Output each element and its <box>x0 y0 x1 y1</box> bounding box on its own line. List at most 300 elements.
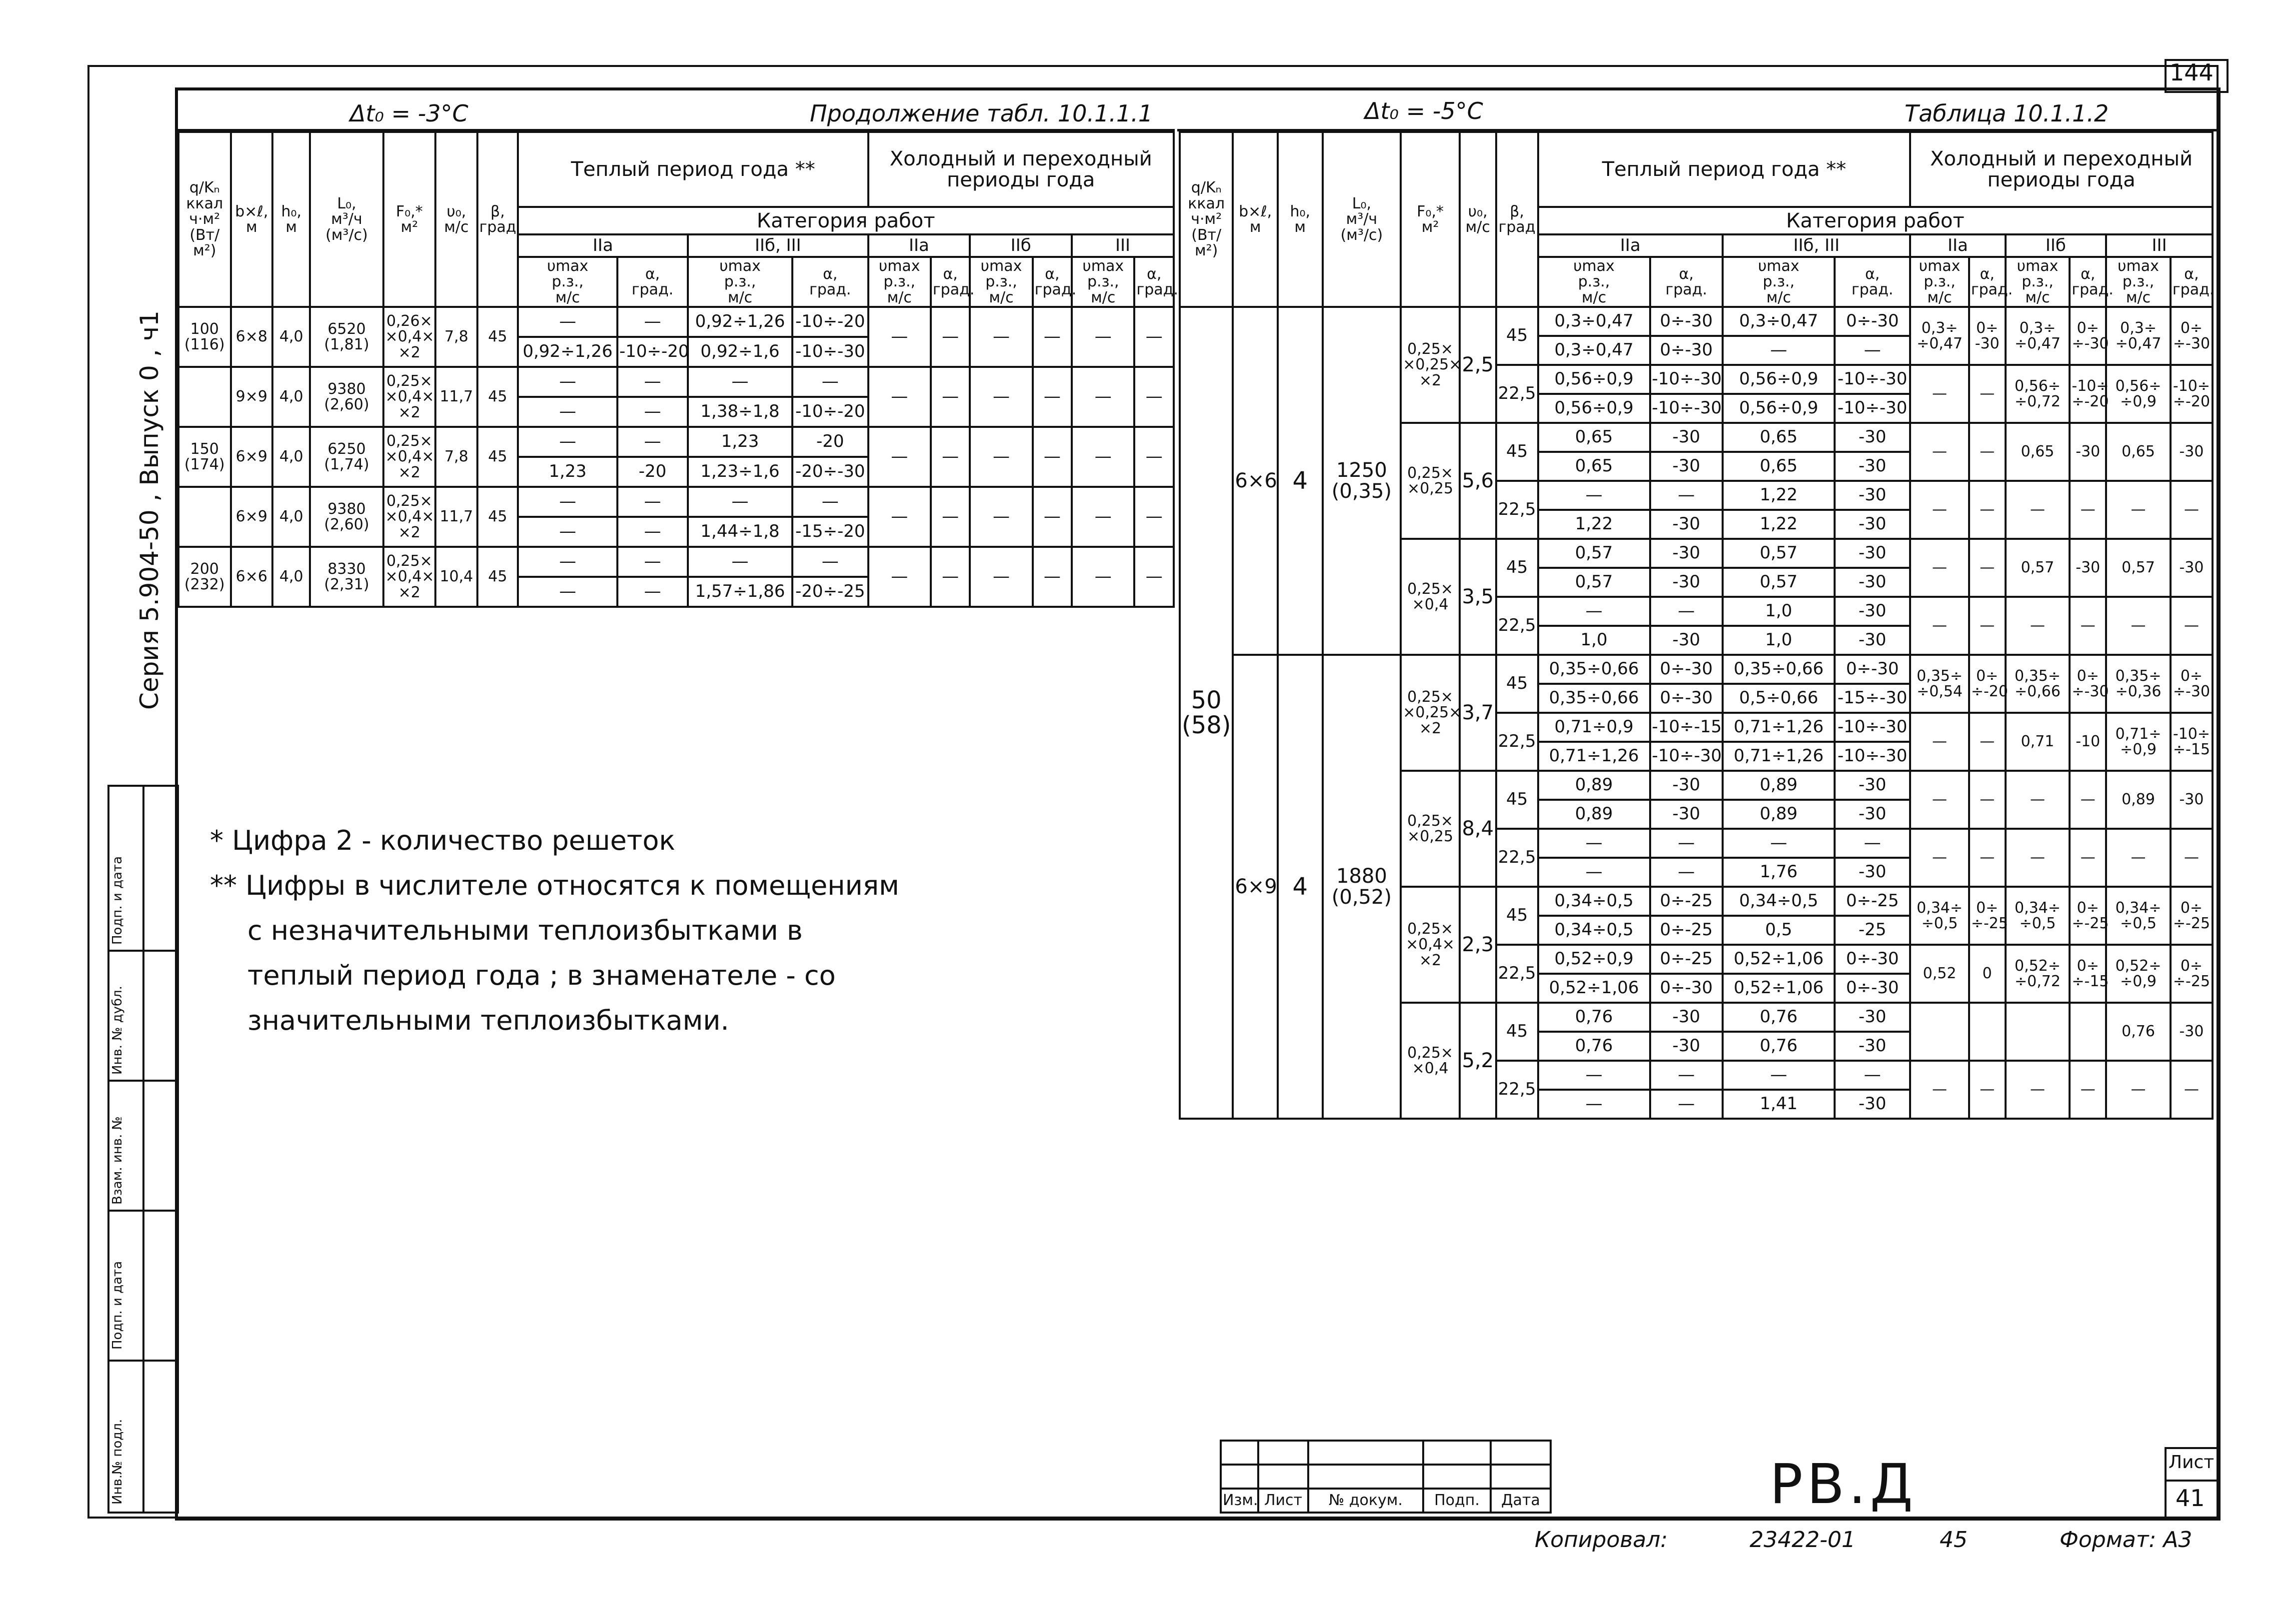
table-cell: -30 <box>1650 423 1723 452</box>
v0-cell: 2,3 <box>1460 887 1496 1003</box>
table-cell: -30 <box>1835 452 1910 481</box>
table-cell: — <box>617 397 688 427</box>
table-cell: 0,57 <box>2006 539 2070 597</box>
table-cell: 1,23÷1,6 <box>688 457 792 487</box>
table-cell: — <box>518 517 617 547</box>
hdr-vmax: υmax р.з., м/с <box>2006 257 2070 307</box>
table-cell: 0÷ ÷-15 <box>2070 945 2106 1003</box>
table-cell: 0,71÷1,26 <box>1723 713 1835 742</box>
hdr-cold-3: III <box>1072 234 1174 257</box>
table-cell: -30 <box>2171 771 2213 829</box>
beta-cell: 22,5 <box>1496 829 1538 887</box>
table-cell: — <box>1835 1061 1910 1090</box>
table-cell: — <box>1910 1061 1969 1119</box>
table-cell: — <box>1910 829 1969 887</box>
table-cell: 0÷-30 <box>1650 655 1723 684</box>
hdr-alpha: α, град. <box>931 257 970 307</box>
table-cell: -10÷ ÷-20 <box>2171 365 2213 423</box>
table-cell: 0,56÷ ÷0,9 <box>2106 365 2171 423</box>
table-cell: -10÷-30 <box>1650 365 1723 394</box>
note-3: с незначительными теплоизбытками в <box>247 915 803 946</box>
hdr-cat-2a: IIа <box>1538 234 1723 257</box>
table-cell: 1,0 <box>1723 626 1835 655</box>
table-cell: 45 <box>477 427 518 487</box>
table-cell: — <box>1969 539 2006 597</box>
title-block-stamp <box>1220 1440 1552 1514</box>
table-row <box>178 307 1174 337</box>
table-cell: -30 <box>1835 771 1910 800</box>
table-cell: — <box>1969 481 2006 539</box>
beta-cell: 45 <box>1496 423 1538 481</box>
table-cell: 0,92÷1,26 <box>518 337 617 367</box>
table-cell: -30 <box>1835 1090 1910 1119</box>
table-row <box>1180 307 2213 336</box>
table-cell: -10÷-30 <box>1835 713 1910 742</box>
side-stamp-podp-data-2: Подп. и дата <box>110 856 125 945</box>
table-cell: — <box>2070 829 2106 887</box>
table-cell: -10÷-15 <box>1650 713 1723 742</box>
side-stamp-vzam-inv: Взам. инв. № <box>110 1116 125 1205</box>
table-cell: — <box>1134 547 1174 607</box>
table-cell: 0÷-25 <box>1650 887 1723 916</box>
table-cell: 4,0 <box>272 487 310 547</box>
table-cell: 0÷-30 <box>1835 655 1910 684</box>
table-cell: — <box>617 487 688 517</box>
v0-cell: 2,5 <box>1460 307 1496 423</box>
hdr-alpha: α, град. <box>2070 257 2106 307</box>
table-cell: — <box>1969 829 2006 887</box>
table-cell: 0,25× ×0,4× ×2 <box>383 487 436 547</box>
F0-cell: 0,25× ×0,25 <box>1401 771 1460 887</box>
stamp-podp: Подп. <box>1423 1489 1491 1513</box>
table-cell: — <box>2070 597 2106 655</box>
hdr-vmax: υmax р.з., м/с <box>1538 257 1650 307</box>
hdr-vmax: υmax р.з., м/с <box>1910 257 1969 307</box>
table-cell: — <box>518 397 617 427</box>
right-table-body <box>1180 307 2213 1119</box>
table-cell: 4,0 <box>272 427 310 487</box>
table-cell: 11,7 <box>435 487 477 547</box>
table-cell: — <box>1650 597 1723 626</box>
table-cell: 1,44÷1,8 <box>688 517 792 547</box>
table-cell: — <box>688 367 792 397</box>
table-cell: — <box>1650 829 1723 858</box>
table-cell: 1,38÷1,8 <box>688 397 792 427</box>
table-cell: 0÷-30 <box>1835 307 1910 336</box>
right-delta-t: Δt₀ = -5°C <box>1365 97 1483 124</box>
table-cell: — <box>1969 597 2006 655</box>
hdr-bxl: b×ℓ, м <box>231 132 273 307</box>
left-table-caption: Продолжение табл. 10.1.1.1 <box>810 100 1153 127</box>
table-cell: -30 <box>2070 539 2106 597</box>
table-cell: 6×9 <box>231 427 273 487</box>
table-cell: — <box>2006 829 2070 887</box>
hdr-bxl: b×ℓ, м <box>1233 132 1278 307</box>
table-cell: — <box>1538 481 1650 510</box>
table-cell: 0,65 <box>1538 452 1650 481</box>
table-cell: — <box>931 427 970 487</box>
table-cell: — <box>2006 1061 2070 1119</box>
hdr-alpha: α, град. <box>792 257 868 307</box>
table-cell: — <box>1134 367 1174 427</box>
v0-cell: 8,4 <box>1460 771 1496 887</box>
table-cell: — <box>617 517 688 547</box>
table-cell: -10÷-30 <box>1650 394 1723 423</box>
L0-cell: 1880 (0,52) <box>1323 655 1401 1119</box>
table-cell: — <box>1033 547 1072 607</box>
table-cell: 0,3÷ ÷0,47 <box>1910 307 1969 365</box>
stamp-data: Дата <box>1491 1489 1551 1513</box>
table-cell: 0,52÷0,9 <box>1538 945 1650 974</box>
table-cell: 0,56÷0,9 <box>1538 394 1650 423</box>
table-cell: 6×6 <box>231 547 273 607</box>
note-1: * Цифра 2 - количество решеток <box>210 825 675 856</box>
hdr-vmax: υmax р.з., м/с <box>970 257 1032 307</box>
hdr-cold-2b: IIб <box>2006 234 2107 257</box>
L0-cell: 1250 (0,35) <box>1323 307 1401 655</box>
table-cell: -30 <box>1835 481 1910 510</box>
table-cell: — <box>2070 481 2106 539</box>
table-cell: 0,57 <box>1538 568 1650 597</box>
table-cell: 0,26× ×0,4× ×2 <box>383 307 436 367</box>
table-cell: — <box>2070 1061 2106 1119</box>
table-cell: -20 <box>617 457 688 487</box>
table-row <box>178 547 1174 577</box>
table-cell: — <box>2106 829 2171 887</box>
table-cell: — <box>688 547 792 577</box>
F0-cell: 0,25× ×0,4× ×2 <box>1401 887 1460 1003</box>
hdr-cat-2a: IIа <box>518 234 688 257</box>
table-cell: — <box>1538 858 1650 887</box>
left-delta-t: Δt₀ = -3°C <box>350 100 468 127</box>
table-cell: -10÷-30 <box>1650 742 1723 771</box>
hdr-q: q/Kₙ ккал ч·м² (Вт/м²) <box>178 132 231 307</box>
table-cell <box>1969 1003 2006 1061</box>
table-cell: 0÷ ÷-20 <box>1969 655 2006 713</box>
table-cell: 0,65 <box>1538 423 1650 452</box>
table-cell: — <box>1538 597 1650 626</box>
table-cell: — <box>931 487 970 547</box>
table-cell: 4,0 <box>272 367 310 427</box>
table-cell: — <box>1910 713 1969 771</box>
table-cell: — <box>1969 1061 2006 1119</box>
hdr-cat-2b-3: IIб, III <box>688 234 868 257</box>
table-cell: 0,71÷0,9 <box>1538 713 1650 742</box>
bxl-cell: 6×6 <box>1233 307 1278 655</box>
table-cell: -10÷-30 <box>1835 394 1910 423</box>
F0-cell: 0,25× ×0,4 <box>1401 1003 1460 1119</box>
page-number-top: 144 <box>2170 59 2214 86</box>
table-cell: 0,35÷ ÷0,54 <box>1910 655 1969 713</box>
v0-cell: 3,5 <box>1460 539 1496 655</box>
table-cell: — <box>1033 307 1072 367</box>
h0-cell: 4 <box>1278 307 1323 655</box>
table-cell: — <box>518 577 617 607</box>
F0-cell: 0,25× ×0,25× ×2 <box>1401 655 1460 771</box>
beta-cell: 45 <box>1496 307 1538 365</box>
table-cell: — <box>1723 829 1835 858</box>
table-cell: 11,7 <box>435 367 477 427</box>
table-cell: — <box>970 487 1032 547</box>
table-cell: -30 <box>1650 510 1723 539</box>
hdr-alpha: α, град. <box>1969 257 2006 307</box>
table-cell: 4,0 <box>272 547 310 607</box>
beta-cell: 22,5 <box>1496 481 1538 539</box>
beta-cell: 45 <box>1496 1003 1538 1061</box>
table-cell: 0,76 <box>1723 1003 1835 1032</box>
table-cell: 0,35÷ ÷0,36 <box>2106 655 2171 713</box>
table-cell: — <box>2171 481 2213 539</box>
table-cell: 0,25× ×0,4× ×2 <box>383 547 436 607</box>
table-cell: 0÷-30 <box>1650 336 1723 365</box>
table-cell: 8330 (2,31) <box>310 547 383 607</box>
table-cell: 4,0 <box>272 307 310 367</box>
table-cell: — <box>617 307 688 337</box>
table-cell: 0,35÷ ÷0,66 <box>2006 655 2070 713</box>
table-cell: -10÷ ÷-20 <box>2070 365 2106 423</box>
table-cell: -30 <box>1835 423 1910 452</box>
hdr-cat-2b-3: IIб, III <box>1723 234 1910 257</box>
table-cell: 6520 (1,81) <box>310 307 383 367</box>
copy-number: 45 <box>1940 1527 1968 1553</box>
hdr-warm: Теплый период года ** <box>1538 132 1911 207</box>
table-cell: -20÷-30 <box>792 457 868 487</box>
table-cell: 0,76 <box>2106 1003 2171 1061</box>
F0-cell: 0,25× ×0,25× ×2 <box>1401 307 1460 423</box>
hdr-cold-2a: IIа <box>1910 234 2005 257</box>
table-cell: -30 <box>1835 1032 1910 1061</box>
table-cell: 0,56÷ ÷0,72 <box>2006 365 2070 423</box>
table-cell: 0,25× ×0,4× ×2 <box>383 427 436 487</box>
hdr-cold: Холодный и переходный периоды года <box>868 132 1174 207</box>
table-cell: -30 <box>2171 423 2213 481</box>
hdr-h0: h₀, м <box>272 132 310 307</box>
table-cell: 0÷ ÷-30 <box>2171 655 2213 713</box>
table-cell: 0÷ ÷-30 <box>2171 307 2213 365</box>
table-cell: — <box>518 487 617 517</box>
table-cell: -10÷ ÷-15 <box>2171 713 2213 771</box>
table-cell: — <box>518 547 617 577</box>
table-cell: 0,65 <box>2106 423 2171 481</box>
hdr-vmax: υmax р.з., м/с <box>688 257 792 307</box>
table-cell: 0÷-25 <box>1835 887 1910 916</box>
table-cell: 0÷-30 <box>1835 945 1910 974</box>
table-cell: 1,0 <box>1538 626 1650 655</box>
h0-cell: 4 <box>1278 655 1323 1119</box>
hdr-v0: υ₀, м/с <box>1460 132 1496 307</box>
table-cell: 7,8 <box>435 307 477 367</box>
table-cell: 0,92÷1,26 <box>688 307 792 337</box>
table-cell: — <box>792 547 868 577</box>
table-cell: 0,35÷0,66 <box>1538 655 1650 684</box>
table-cell: — <box>2106 597 2171 655</box>
table-cell: 0÷-25 <box>1650 945 1723 974</box>
table-cell: 1,23 <box>688 427 792 457</box>
table-cell: 0,71÷1,26 <box>1723 742 1835 771</box>
left-table <box>177 131 1178 608</box>
table-cell <box>178 487 231 547</box>
table-cell: 0÷ ÷-25 <box>1969 887 2006 945</box>
table-cell: -10÷-30 <box>792 337 868 367</box>
table-cell: — <box>2070 771 2106 829</box>
table-cell: — <box>792 367 868 397</box>
copied-label: Копировал: <box>1535 1527 1668 1553</box>
table-cell: 1,22 <box>1538 510 1650 539</box>
table-cell: 0,52 <box>1910 945 1969 1003</box>
right-table-caption: Таблица 10.1.1.2 <box>1905 100 2109 127</box>
table-cell: 0,89 <box>1723 800 1835 829</box>
table-cell: — <box>868 307 931 367</box>
side-stamp-line-4 <box>107 1360 177 1362</box>
table-cell: 1,22 <box>1723 481 1835 510</box>
table-cell: 0÷ ÷-25 <box>2171 945 2213 1003</box>
table-cell: -30 <box>2070 423 2106 481</box>
table-cell: 0,76 <box>1723 1032 1835 1061</box>
side-stamp-line-1 <box>107 950 177 952</box>
side-stamp-divider <box>142 785 144 1514</box>
table-cell: — <box>617 427 688 457</box>
table-cell: — <box>868 487 931 547</box>
table-cell <box>1910 1003 1969 1061</box>
table-cell: 1,23 <box>518 457 617 487</box>
table-cell: 9380 (2,60) <box>310 487 383 547</box>
table-cell: 45 <box>477 547 518 607</box>
table-cell: — <box>931 367 970 427</box>
table-cell: -30 <box>1835 858 1910 887</box>
table-cell: -15÷-20 <box>792 517 868 547</box>
table-cell: 100 (116) <box>178 307 231 367</box>
table-cell: — <box>1723 1061 1835 1090</box>
table-cell: — <box>1910 771 1969 829</box>
table-cell: — <box>518 367 617 397</box>
table-cell: 0,57 <box>1723 539 1835 568</box>
right-table <box>1179 131 2214 1120</box>
hdr-cold-2a: IIа <box>868 234 970 257</box>
table-cell: — <box>970 427 1032 487</box>
hdr-alpha: α, град. <box>617 257 688 307</box>
table-cell: -10÷-20 <box>617 337 688 367</box>
table-cell: 0,3÷0,47 <box>1538 307 1650 336</box>
table-cell: — <box>2106 1061 2171 1119</box>
note-5: значительными теплоизбытками. <box>247 1005 729 1036</box>
table-row <box>178 427 1174 457</box>
table-cell: 0,35÷0,66 <box>1723 655 1835 684</box>
table-cell: -10÷-30 <box>1835 365 1910 394</box>
table-cell: — <box>1910 365 1969 423</box>
beta-cell: 45 <box>1496 887 1538 945</box>
table-cell: 0,3÷ ÷0,47 <box>2106 307 2171 365</box>
table-cell: — <box>1835 336 1910 365</box>
table-cell: — <box>1134 487 1174 547</box>
stamp-doc: № докум. <box>1308 1489 1423 1513</box>
table-cell: — <box>2171 597 2213 655</box>
table-cell: — <box>868 547 931 607</box>
table-cell: -30 <box>1650 1032 1723 1061</box>
table-cell: — <box>970 307 1032 367</box>
table-cell: — <box>688 487 792 517</box>
table-cell: 1,22 <box>1723 510 1835 539</box>
table-cell: 45 <box>477 307 518 367</box>
note-4: теплый период года ; в знаменателе - со <box>247 960 836 991</box>
hdr-beta: β, град <box>1496 132 1538 307</box>
table-cell: -30 <box>1650 1003 1723 1032</box>
table-cell: 6×8 <box>231 307 273 367</box>
table-cell: — <box>1072 307 1134 367</box>
table-cell: — <box>1835 829 1910 858</box>
hdr-vmax: υmax р.з., м/с <box>868 257 931 307</box>
table-cell: -30 <box>1835 626 1910 655</box>
table-cell: — <box>868 427 931 487</box>
table-cell: 6250 (1,74) <box>310 427 383 487</box>
hdr-category: Категория работ <box>518 207 1174 234</box>
table-cell: 0,89 <box>1538 800 1650 829</box>
table-cell: — <box>1650 1090 1723 1119</box>
table-cell: — <box>518 307 617 337</box>
hdr-L0: L₀, м³/ч (м³/с) <box>310 132 383 307</box>
table-cell: 7,8 <box>435 427 477 487</box>
table-cell <box>2006 1003 2070 1061</box>
table-cell: 0 <box>1969 945 2006 1003</box>
table-cell: 0,52÷ ÷0,9 <box>2106 945 2171 1003</box>
table-cell: -30 <box>1835 568 1910 597</box>
table-cell: 0,34÷0,5 <box>1538 916 1650 945</box>
table-cell: 0÷-25 <box>1650 916 1723 945</box>
v0-cell: 5,6 <box>1460 423 1496 539</box>
table-cell: 0,35÷0,66 <box>1538 684 1650 713</box>
table-cell: 0,56÷0,9 <box>1723 394 1835 423</box>
table-cell: 1,41 <box>1723 1090 1835 1119</box>
table-cell: 0÷ ÷-30 <box>2070 655 2106 713</box>
table-cell: 0,3÷ ÷0,47 <box>2006 307 2070 365</box>
sheet-number: 41 <box>2176 1485 2205 1512</box>
table-cell: — <box>1969 713 2006 771</box>
note-2: ** Цифры в числителе относятся к помещениям <box>210 870 899 901</box>
table-cell: 0,65 <box>2006 423 2070 481</box>
table-cell: 0,89 <box>1538 771 1650 800</box>
table-cell: — <box>1650 481 1723 510</box>
table-cell: 45 <box>477 487 518 547</box>
table-cell: — <box>931 547 970 607</box>
table-cell: 0,76 <box>1538 1032 1650 1061</box>
table-cell: 150 (174) <box>178 427 231 487</box>
table-cell: — <box>518 427 617 457</box>
table-cell: — <box>1650 1061 1723 1090</box>
table-cell: 0,57 <box>1723 568 1835 597</box>
table-cell: — <box>1072 487 1134 547</box>
table-cell: — <box>2006 481 2070 539</box>
hdr-beta: β, град <box>477 132 518 307</box>
beta-cell: 22,5 <box>1496 945 1538 1003</box>
table-cell: 1,57÷1,86 <box>688 577 792 607</box>
hdr-alpha: α, град. <box>2171 257 2213 307</box>
bxl-cell: 6×9 <box>1233 655 1278 1119</box>
hdr-vmax: υmax р.з., м/с <box>518 257 617 307</box>
table-cell: 0,52÷1,06 <box>1538 974 1650 1003</box>
table-cell: -30 <box>2171 1003 2213 1061</box>
table-cell: — <box>2171 829 2213 887</box>
table-cell: -30 <box>1835 800 1910 829</box>
table-cell: -10÷-30 <box>1835 742 1910 771</box>
table-cell: 0,3÷0,47 <box>1723 307 1835 336</box>
table-cell: — <box>1033 367 1072 427</box>
table-row <box>178 487 1174 517</box>
side-stamp-line-2 <box>107 1080 177 1082</box>
table-cell: -10÷-20 <box>792 307 868 337</box>
hdr-alpha: α, град. <box>1835 257 1910 307</box>
hdr-h0: h₀, м <box>1278 132 1323 307</box>
hdr-warm: Теплый период года ** <box>518 132 868 207</box>
table-cell: -15÷-30 <box>1835 684 1910 713</box>
